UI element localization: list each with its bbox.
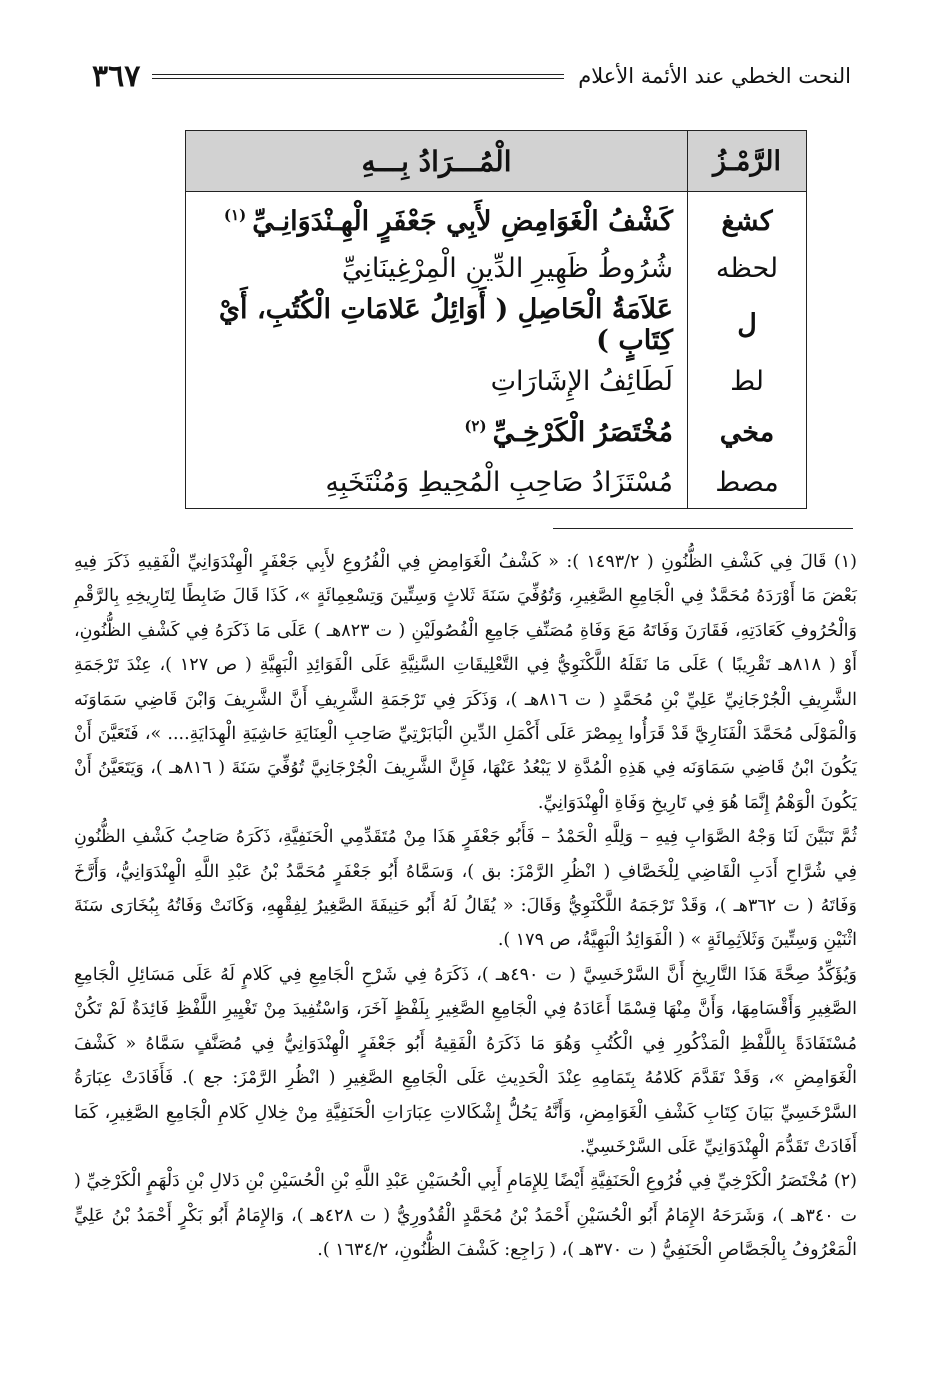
table-row [186,243,807,294]
page-header [92,56,851,96]
row-meaning-text: مُخْتَصَرُ الْكَرْخِـيِّ [492,416,673,448]
row-meaning [186,294,688,356]
row-meaning [186,458,688,509]
row-meaning-text: مُسْتَزَادُ صَاحِبِ الْمُحِيطِ وَمُنْتَخَبِهِ [325,467,673,499]
footnote-marker: (١) [223,205,247,224]
table-row [186,458,807,509]
row-meaning [186,407,688,458]
footnote-paragraph: (١) قَالَ فِي كَشْفِ الظُّنُونِ ( ١٤٩٣/٢ ): « كَشْفُ الْغَوَامِضِ فِي الْفُرُوعِ لأَبِي جَعْفَرٍ الْهِنْدَوَانِيِّ الْفَقِيهِ ذَكَرَ فِيهِ بَعْضَ مَا أَوْرَدَهُ مُحَمَّدٌ فِي الْجَامِعِ الصَّغِيرِ، وَتُوُفِّيَ سَنَةَ ثَلاثٍ وَسِتِّينَ وَتِسْعِمِائَةٍ »، كَذَا قَالَ ضَابِطًا لِتَارِيخِهِ بِالرَّقْمِ وَالْحُرُوفِ كَعَادَتِهِ، فَقَارَنَ وَفَاتَهُ مَعَ وَفَاةِ مُصَنِّفِ جَامِعِ الْفُصُولَيْنِ ( ت ٨٢٣هـ ) عَلَى مَا ذَكَرَهُ فِي كَشْفِ الظُّنُونِ، أَوْ ( ٨١٨هـ تَقْرِيبًا ) عَلَى مَا نَقَلَهُ اللَّكْنَوِيُّ فِي التَّعْلِيقَاتِ السَّنِيَّةِ عَلَى الْفَوَائِدِ الْبَهِيَّةِ ( ص ١٢٧ )، عِنْدَ تَرْجَمَةِ الشَّرِيفِ الْجُرْجَانِيِّ عَلِيِّ بْنِ مُحَمَّدٍ ( ت ٨١٦هـ )، وَذَكَرَ فِي تَرْجَمَةِ الشَّرِيفِ أَنَّ الشَّرِيفَ وَابْنَ قَاضِي سَمَاوَنَه وَالْمَوْلَى مُحَمَّدَ الْفَنَارِيَّ قَدْ قَرَأُوا بِمِصْرَ عَلَى أَكْمَلِ الدِّينِ الْبَابَرْتِيِّ صَاحِبِ الْعِنَايَةِ حَاشِيَةِ الْهِدَايَةِ.... »، فَتَعَيَّنَ أَنْ يَكُونَ ابْنُ قَاضِي سَمَاوَنَه فِي هَذِهِ الْمُدَّةِ لا يَبْعُدُ عَنْهَا، فَإِنَّ الشَّرِيفَ الْجُرْجَانِيَّ تُوُفِّيَ سَنَةَ ( ٨١٦هـ )، وَيَتَعَيَّنُ أَنْ يَكُونَ الْوَهْمُ إِنَّمَا هُوَ فِي تَارِيخِ وَفَاةِ الْهِنْدَوَانِيِّ. [74,552,857,813]
row-meaning [186,356,688,407]
table-row [186,192,807,243]
footnote-paragraph: ثُمَّ تَبَيَّنَ لَنَا وَجْهُ الصَّوَابِ فِيهِ – وَلِلَّهِ الْحَمْدُ – فَأَبُو جَعْفَرٍ هَذَا مِنْ مُتَقَدِّمِي الْحَنَفِيَّةِ، ذَكَرَهُ صَاحِبُ كَشْفِ الظُّنُونِ فِي شُرَّاحِ أَدَبِ الْقَاضِي لِلْخَصَّافِ ( انْظُرِ الرَّمْزَ: بق )، وَسَمَّاهُ أَبُو جَعْفَرٍ مُحَمَّدُ بْنُ عَبْدِ اللَّهِ الْهِنْدَوَانِيُّ، وَأَرَّخَ وَفَاتَهُ ( ت ٣٦٢هـ )، وَقَدْ تَرْجَمَهُ اللَّكْنَوِيُّ وَقَالَ: « يُقَالُ لَهُ أَبُو حَنِيفَةَ الصَّغِيرُ لِفِقْهِهِ، وَكَانَتْ وَفَاتُهُ بِبُخَارَى سَنَةَ اثْنَيْنِ وَسِتِّينَ وَثَلاَثِمِائَةٍ » ( الْفَوَائِدُ الْبَهِيَّةُ، ص ١٧٩ ). [74,827,857,951]
symbols-table [185,130,807,509]
footnote-paragraph: وَيُؤَكِّدُ صِحَّةَ هَذَا التَّارِيخِ أَنَّ السَّرْخَسِيَّ ( ت ٤٩٠هـ )، ذَكَرَهُ فِي شَرْحِ الْجَامِعِ فِي كَلامٍ لَهُ عَلَى مَسَائِلِ الْجَامِعِ الصَّغِيرِ وَأَقْسَامِهَا، وَأَنَّ مِنْهَا قِسْمًا أَعَادَهُ فِي الْجَامِعِ الصَّغِيرِ بِلَفْظٍ آخَرَ، وَاسْتُفِيدَ مِنْ تَغْيِيرِ اللَّفْظِ فَائِدَةٌ لَمْ تَكُنْ مُسْتَفَادَةً بِاللَّفْظِ الْمَذْكُورِ فِي الْكُتُبِ وَهُوَ مَا ذَكَرَهُ الْفَقِيهُ أَبُو جَعْفَرٍ الْهِنْدَوَانِيُّ فِي مُصَنَّفٍ سَمَّاهُ « كَشْفَ الْغَوَامِضِ »، وَقَدْ تَقَدَّمَ كَلامُهُ بِتَمَامِهِ عِنْدَ الْحَدِيثِ عَلَى الْجَامِعِ الصَّغِيرِ ( انْظُرِ الرَّمْزَ: جع ). فَأَفَادَتْ عِبَارَةُ السَّرْخَسِيِّ بَيَانَ كِتَابِ كَشْفِ الْغَوَامِضِ، وَأَنَّهُ يَحُلُّ إِشْكَالاتِ عِبَارَاتِ الْحَنَفِيَّةِ مِنْ خِلالِ كَلامِ الْجَامِعِ الصَّغِيرِ، كَمَا أَفَادَتْ تَقَدُّمَ الْهِنْدَوَانِيِّ عَلَى السَّرْخَسِيِّ. [74,964,857,1157]
row-meaning [186,192,688,243]
footnote-marker: (٢) [464,416,487,435]
row-meaning-text: كَشْفُ الْغَوَامِضِ لأَبِي جَعْفَرٍ الْهِـنْدَوَانِـيِّ [252,205,673,237]
table-row [186,356,807,407]
row-meaning-text: شُرُوطُ ظَهِيرِ الدِّينِ الْمِرْغِينَانِيِّ [341,252,673,284]
footnote-separator [553,528,853,529]
row-code: مخي [688,407,807,458]
running-title: النحت الخطي عند الأئمة الأعلام [578,64,851,88]
page-number: ٣٦٧ [92,58,141,94]
row-code: لط [688,356,807,407]
row-code: مصط [688,458,807,509]
row-code: ل [688,294,807,356]
row-meaning-text: لَطَائِفُ الإِشَارَاتِ [490,365,673,397]
header-rule [152,74,564,79]
footnotes [74,545,857,1268]
row-code: كشغ [688,192,807,243]
row-meaning-text: عَلاَمَةُ الْحَاصِلِ ( أَوَائِلُ عَلامَاتِ الْكُتُبِ، أَيْ كِتَابٍ ) [218,293,673,356]
row-code: لحظه [688,243,807,294]
header-meaning: الْمُـــرَادُ بِـــهِ [186,131,688,192]
row-meaning [186,243,688,294]
table-row [186,294,807,356]
header-code: الرَّمْـزُ [688,131,807,192]
table-header-row [186,131,807,192]
footnote-paragraph: (٢) مُخْتَصَرُ الْكَرْخِيِّ فِي فُرُوعِ الْحَنَفِيَّةِ أَيْضًا لِلإِمَامِ أَبِي الْحُسَيْنِ عَبْدِ اللَّهِ بْنِ الْحُسَيْنِ بْنِ دَلالِ بْنِ دَلْهَمٍ الْكَرْخِيِّ ( ت ٣٤٠هـ )، وَشَرَحَهُ الإِمَامُ أَبُو الْحُسَيْنِ أَحْمَدُ بْنُ مُحَمَّدٍ الْقُدُورِيُّ ( ت ٤٢٨هـ )، وَالإِمَامُ أَبُو بَكْرٍ أَحْمَدُ بْنُ عَلِيٍّ الْمَعْرُوفُ بِالْجَصَّاصِ الْحَنَفِيُّ ( ت ٣٧٠هـ )، ( رَاجِع: كَشْفَ الظُّنُونِ، ١٦٣٤/٢ ). [74,1171,857,1261]
table-row [186,407,807,458]
